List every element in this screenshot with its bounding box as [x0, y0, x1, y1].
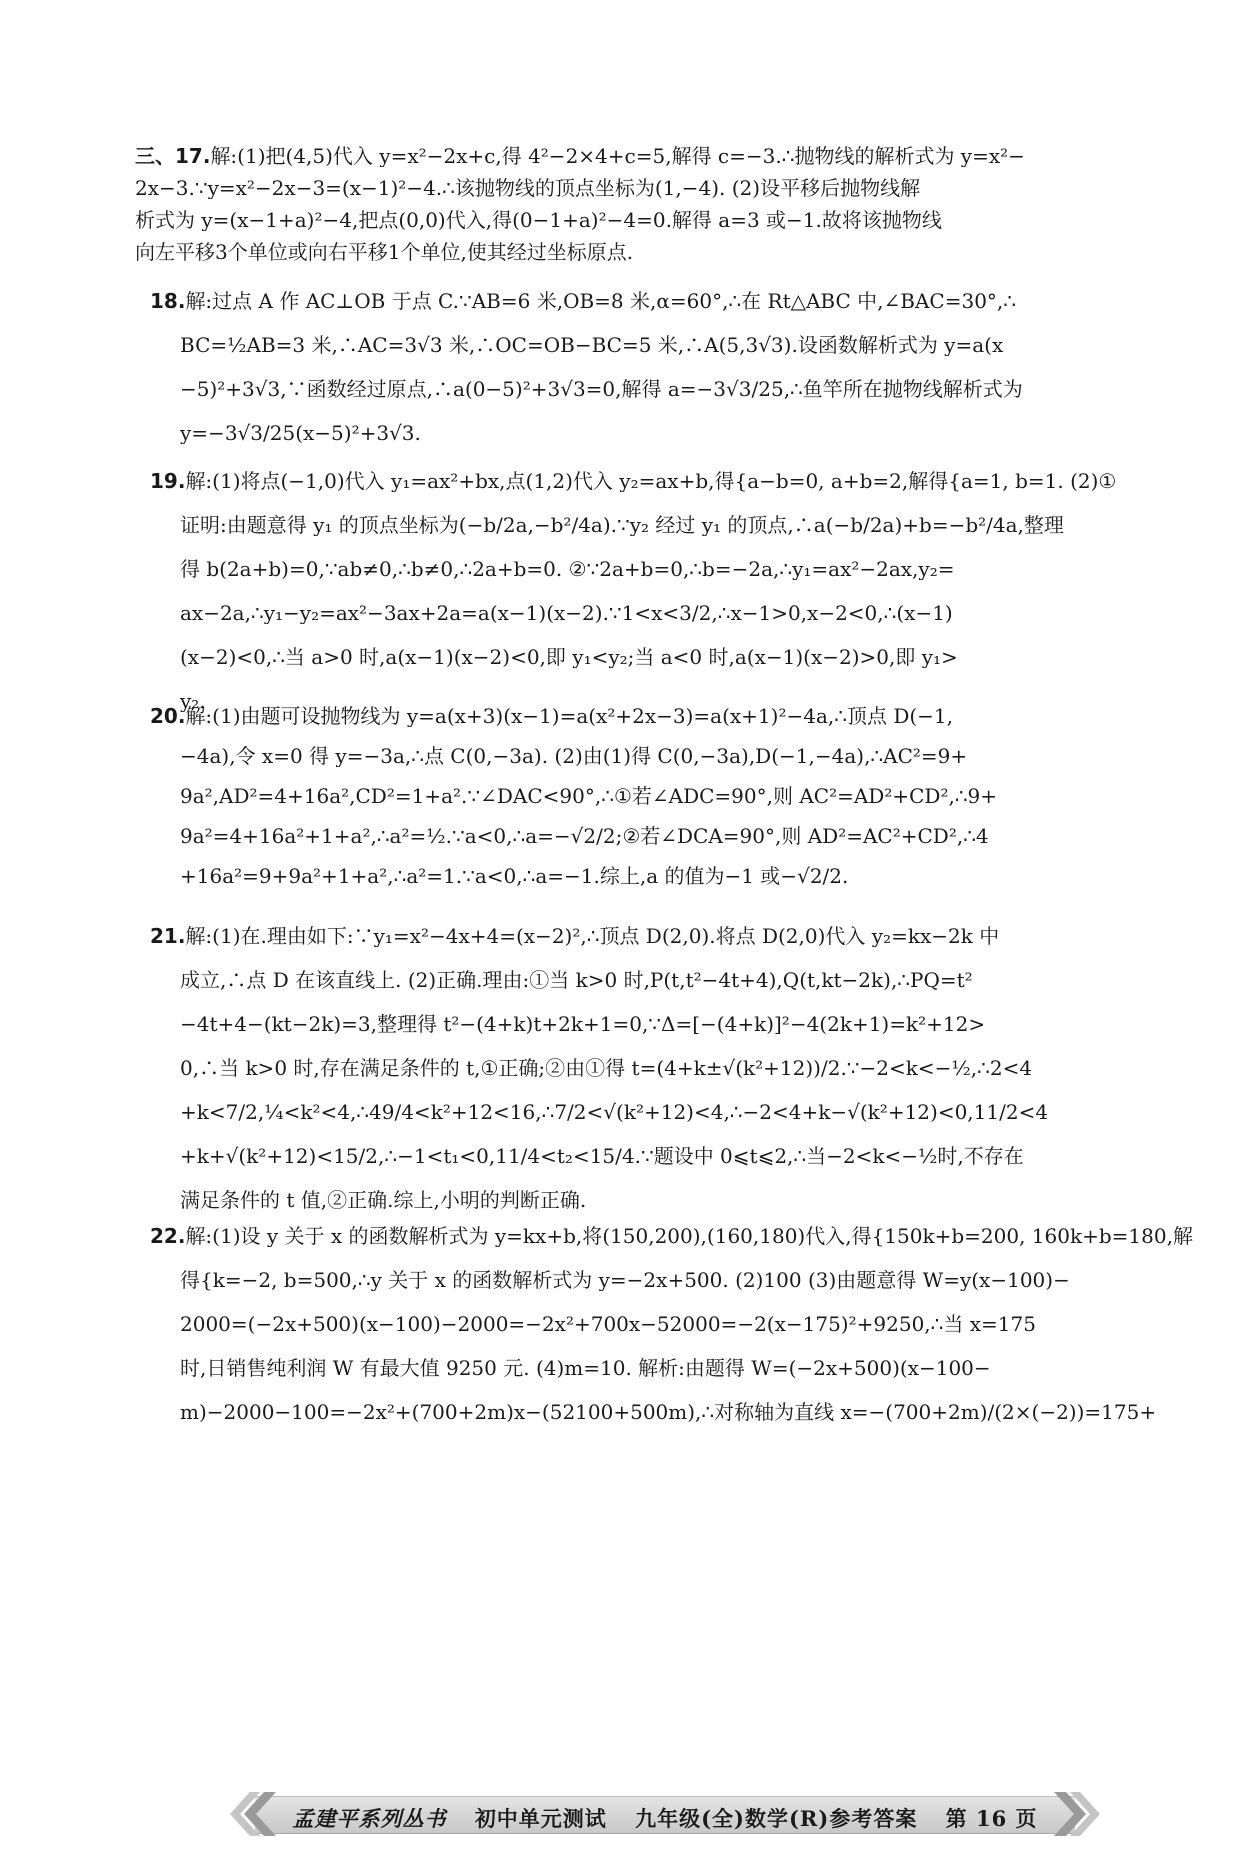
footer-book: 初中单元测试	[474, 1806, 607, 1831]
problem-line: 2x−3.∵y=x²−2x−3=(x−1)²−4.∴该抛物线的顶点坐标为(1,−4). (2)设平移后抛物线解	[135, 177, 921, 199]
problem-line: +k<7/2,¼<k²<4,∴49/4<k²+12<16,∴7/2<√(k²+12)<4,∴−2<4+k−√(k²+12)<0,11/2<4	[180, 1101, 1049, 1123]
problem-line: 满足条件的 t 值,②正确.综上,小明的判断正确.	[180, 1189, 587, 1211]
problem-text: 解:(1)把(4,5)代入 y=x²−2x+c,得 4²−2×4+c=5,解得 c=−3.∴抛物线的解析式为 y=x²−	[210, 145, 1025, 167]
problem-line: 成立,∴点 D 在该直线上. (2)正确.理由:①当 k>0 时,P(t,t²−4t+4),Q(t,kt−2k),∴PQ=t²	[180, 969, 973, 991]
problem-line: 向左平移3个单位或向右平移1个单位,使其经过坐标原点.	[135, 241, 634, 263]
problem-line: ax−2a,∴y₁−y₂=ax²−3ax+2a=a(x−1)(x−2).∵1<x<3/2,∴x−1>0,x−2<0,∴(x−1)	[180, 602, 953, 624]
problem-number: 22.	[150, 1225, 186, 1247]
footer-grade: 九年级(全)数学(R)参考答案	[635, 1806, 918, 1831]
problem-line	[150, 290, 1200, 312]
problem-line	[150, 925, 1200, 947]
problem-text: 解:过点 A 作 AC⊥OB 于点 C.∵AB=6 米,OB=8 米,α=60°,∴在 Rt△ABC 中,∠BAC=30°,∴	[185, 290, 1017, 312]
problem-line	[150, 470, 1200, 492]
problem-number: 17.	[175, 145, 211, 167]
problem-number: 20.	[150, 705, 186, 727]
problem-line: 2000=(−2x+500)(x−100)−2000=−2x²+700x−52000=−2(x−175)²+9250,∴当 x=175	[180, 1313, 1036, 1335]
footer-page-number: 第 16 页	[945, 1806, 1038, 1831]
problem-line: 得 b(2a+b)=0,∵ab≠0,∴b≠0,∴2a+b=0. ②∵2a+b=0,∴b=−2a,∴y₁=ax²−2ax,y₂=	[180, 558, 955, 580]
problem-line: +k+√(k²+12)<15/2,∴−1<t₁<0,11/4<t₂<15/4.∵题设中 0⩽t⩽2,∴当−2<k<−½时,不存在	[180, 1145, 1024, 1167]
problem-line	[150, 705, 1200, 727]
problem-line: 析式为 y=(x−1+a)²−4,把点(0,0)代入,得(0−1+a)²−4=0.解得 a=3 或−1.故将该抛物线	[135, 209, 942, 231]
problem-line: −4a),令 x=0 得 y=−3a,∴点 C(0,−3a). (2)由(1)得 C(0,−3a),D(−1,−4a),∴AC²=9+	[180, 745, 968, 767]
problem-line: +16a²=9+9a²+1+a²,∴a²=1.∵a<0,∴a=−1.综上,a 的值为−1 或−√2/2.	[180, 865, 849, 887]
problem-number: 18.	[150, 290, 186, 312]
problem-line: (x−2)<0,∴当 a>0 时,a(x−1)(x−2)<0,即 y₁<y₂;当 a<0 时,a(x−1)(x−2)>0,即 y₁>	[180, 646, 958, 668]
problem-line: 9a²=4+16a²+1+a²,∴a²=½.∵a<0,∴a=−√2/2;②若∠DCA=90°,则 AD²=AC²+CD²,∴4	[180, 825, 989, 847]
problem-line: y=−3√3/25(x−5)²+3√3.	[180, 422, 421, 444]
problem-line: 证明:由题意得 y₁ 的顶点坐标为(−b/2a,−b²/4a).∵y₂ 经过 y₁ 的顶点,∴a(−b/2a)+b=−b²/4a,整理	[180, 514, 1064, 536]
problem-line: −5)²+3√3,∵函数经过原点,∴a(0−5)²+3√3=0,解得 a=−3√3/25,∴鱼竿所在抛物线解析式为	[180, 378, 1023, 400]
problem-line: 时,日销售纯利润 W 有最大值 9250 元. (4)m=10. 解析:由题得 W=(−2x+500)(x−100−	[180, 1357, 991, 1379]
footer-text	[230, 1803, 1100, 1833]
footer-series: 孟建平系列丛书	[292, 1806, 447, 1831]
problem-line: m)−2000−100=−2x²+(700+2m)x−(52100+500m),∴对称轴为直线 x=−(700+2m)/(2×(−2))=175+	[180, 1401, 1157, 1423]
problem-number: 19.	[150, 470, 186, 492]
problem-line: 得{k=−2, b=500,∴y 关于 x 的函数解析式为 y=−2x+500. (2)100 (3)由题意得 W=y(x−100)−	[180, 1269, 1070, 1291]
problem-line: 9a²,AD²=4+16a²,CD²=1+a².∵∠DAC<90°,∴①若∠ADC=90°,则 AC²=AD²+CD²,∴9+	[180, 785, 998, 807]
problem-number: 21.	[150, 925, 186, 947]
section-marker: 三、	[135, 145, 175, 167]
problem-text: 解:(1)设 y 关于 x 的函数解析式为 y=kx+b,将(150,200),(160,180)代入,得{150k+b=200, 160k+b=180,解	[185, 1225, 1193, 1247]
problem-text: 解:(1)将点(−1,0)代入 y₁=ax²+bx,点(1,2)代入 y₂=ax+b,得{a−b=0, a+b=2,解得{a=1, b=1. (2)①	[185, 470, 1117, 492]
problem-line: y₂.	[180, 690, 206, 712]
problem-line: 0,∴当 k>0 时,存在满足条件的 t,①正确;②由①得 t=(4+k±√(k²+12))/2.∵−2<k<−½,∴2<4	[180, 1057, 1033, 1079]
problem-line: BC=½AB=3 米,∴AC=3√3 米,∴OC=OB−BC=5 米,∴A(5,3√3).设函数解析式为 y=a(x	[180, 334, 1004, 356]
problem-text: 解:(1)在.理由如下:∵y₁=x²−4x+4=(x−2)²,∴顶点 D(2,0).将点 D(2,0)代入 y₂=kx−2k 中	[185, 925, 1000, 947]
problem-line: −4t+4−(kt−2k)=3,整理得 t²−(4+k)t+2k+1=0,∵Δ=[−(4+k)]²−4(2k+1)=k²+12>	[180, 1013, 986, 1035]
problem-text: 解:(1)由题可设抛物线为 y=a(x+3)(x−1)=a(x²+2x−3)=a(x+1)²−4a,∴顶点 D(−1,	[185, 705, 953, 727]
problem-line	[135, 145, 1185, 167]
problem-line	[150, 1225, 1200, 1247]
page-footer	[230, 1790, 1100, 1838]
